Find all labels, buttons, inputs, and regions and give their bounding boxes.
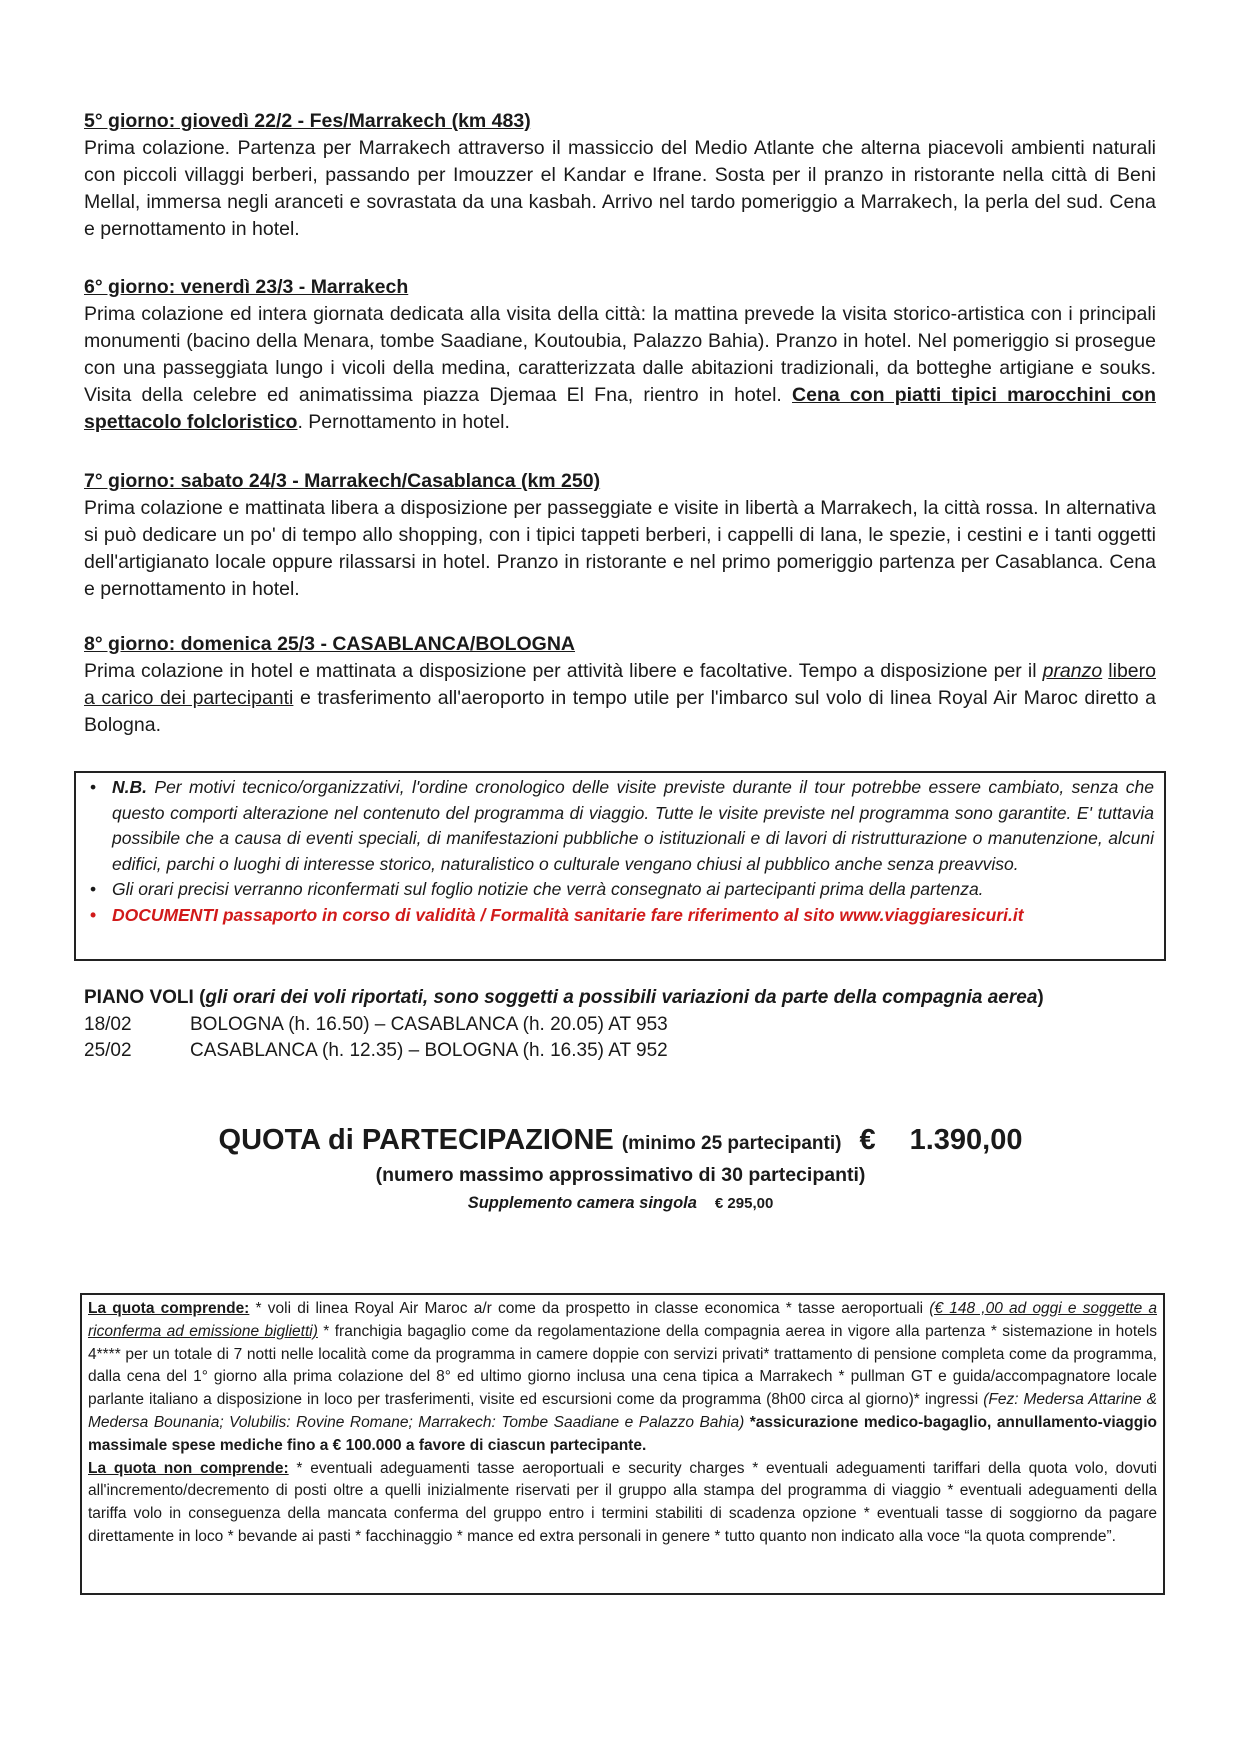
flight-date: 18/02 (84, 1013, 132, 1035)
tax-note: (€ 148 ,00 ad oggi e soggette a riconferma ad emissione biglietti) (88, 1300, 1157, 1340)
bullet-icon: • (90, 904, 97, 925)
day-title: 7° giorno: sabato 24/3 - Marrakech/Casablanca (km 250) (84, 470, 601, 492)
day-description: Prima colazione. Partenza per Marrakech attraverso il massiccio del Medio Atlante che alterna piacevoli ambienti naturali con piccoli villaggi berberi, passando per Imouzzer el Kandar e Ifrane. Sosta per il pranzo in ristorante nella città di Beni Mellal, immersa negli aranceti e sovrastata da una kasbah. Arrivo nel tardo pomeriggio a Marrakech, la perla del sud. Cena e pernottamento in hotel. (84, 137, 1156, 240)
flight-row (84, 1012, 1164, 1039)
flight-plan (84, 985, 1164, 1065)
quota-non-comprende: La quota non comprende: * eventuali adeguamenti tasse aeroportuali e security charges * eventuali adeguamenti tariffari della quota volo, dovuti all'incremento/decremento di posti oltre a quelli inizialmente riservati per il gruppo alla stampa del programma di viaggio * eventuali adeguamenti della tariffa volo in conseguenza della mancata conferma del gruppo entro i termini stabiliti di scadenza opzione * eventuali tasse di soggiorno da pagare direttamente in loco * bevande ai pasti * facchinaggio * mance ed extra personali in genere * tutto quanto non indicato alla voce “la quota comprende”. (88, 1459, 1158, 1545)
day-title: 8° giorno: domenica 25/3 - CASABLANCA/BOLOGNA (84, 633, 576, 655)
bullet-icon: • (90, 879, 97, 899)
libero-note: libero a carico dei partecipanti (84, 660, 1156, 709)
notes-box (74, 771, 1166, 961)
documenti-note: • DOCUMENTI passaporto in corso di validità / Formalità sanitarie fare riferimento al sito www.viaggiaresicuri.it (86, 903, 1154, 929)
day-description: Prima colazione ed intera giornata dedicata alla visita della città: la mattina prevede la visita storico-artistica con i principali monumenti (bacino della Menara, tombe Saadiane, Koutoubia, Palazzo Bahia). Pranzo in hotel. Nel pomeriggio si prosegue con una passeggiata lungo i vicoli della medina, caratterizzata dalle abitazioni tradizionali, da botteghe artigiane e souks. Visita della celebre ed animatissima piazza Djemaa El Fna, rientro in hotel. Cena con piatti tipici marocchini con spettacolo folcloristico. Pernottamento in hotel. (84, 303, 1156, 433)
bullet-icon: • (90, 777, 97, 797)
dinner-highlight: Cena con piatti tipici marocchini con spettacolo folcloristico (84, 384, 1156, 433)
day-description: Prima colazione in hotel e mattinata a disposizione per attività libere e facoltative. Tempo a disposizione per il pranzo libero a carico dei partecipanti e trasferimento all'aeroporto in tempo utile per l'imbarco sul volo di linea Royal Air Maroc diretto a Bologna. (84, 660, 1157, 736)
quota-minimum: (minimo 25 partecipanti) (621, 1133, 842, 1154)
quota-currency: € (859, 1124, 876, 1156)
supplement-line: Supplemento camera singola € 295,00 (467, 1194, 774, 1212)
day-5-section (84, 108, 1156, 243)
quota-comprende: La quota comprende: * voli di linea Royal Air Maroc a/r come da prospetto in classe economica * tasse aeroportuali (€ 148 ,00 ad oggi e soggette a riconferma ad emissione biglietti) * franchigia bagaglio come da regolamentazione della compagnia aerea in vigore alla partenza * sistemazione in hotels 4**** per un totale di 7 notti nelle località come da programma in camere doppie con servizi privati* trattamento di pensione completa come da programma, dalla cena del 1° giorno alla prima colazione del 8° ed ultimo giorno inclusa una cena tipica a Marrakech * pullman GT e guida/accompagnatore locale parlante italiano a disposizione in loco per trasferimenti, visite ed escursioni come da programma (8h00 circa al giorno)* ingressi (Fez: Medersa Attarine & Medersa Bounania; Volubilis: Rovine Romane; Marrakech: Tombe Saadiane e Palazzo Bahia) *assicurazione medico-bagaglio, annullamento-viaggio massimale spese mediche fino a € 100.000 a favore di ciascun partecipante. (88, 1300, 1157, 1454)
day-description: Prima colazione e mattinata libera a disposizione per passeggiate e visite in libertà a Marrakech, la città rossa. In alternativa si può dedicare un po' di tempo allo shopping, con i tipici tappeti berberi, i cappelli di lana, le spezie, i cestini e i tanti oggetti dell'artigianato locale oppure rilassarsi in hotel. Pranzo in ristorante e nel primo pomeriggio partenza per Casablanca. Cena e pernottamento in hotel. (84, 497, 1156, 600)
flight-row (84, 1038, 1164, 1065)
pranzo-note: pranzo (1042, 660, 1103, 682)
day-6-section (84, 274, 1156, 436)
flight-route: CASABLANCA (h. 12.35) – BOLOGNA (h. 16.35) AT 952 (190, 1040, 668, 1061)
conditions-box (80, 1293, 1165, 1595)
day-8-section (84, 631, 1156, 739)
ingressi-list: (Fez: Medersa Attarine & Medersa Bounania; Volubilis: Rovine Romane; Marrakech: Tombe Saadiane e Palazzo Bahia) (88, 1391, 1157, 1431)
orari-note: • Gli orari precisi verranno riconfermati sul foglio notizie che verrà consegnato ai partecipanti prima della partenza. (86, 877, 1154, 903)
supplement-price: € 295,00 (714, 1195, 774, 1212)
insurance-note: *assicurazione medico-bagaglio, annullamento-viaggio massimale spese mediche fino a € 100.000 a favore di ciascun partecipante. (88, 1413, 1157, 1454)
quota-amount: 1.390,00 (909, 1124, 1023, 1156)
day-7-section (84, 468, 1156, 603)
flight-date: 25/02 (84, 1040, 132, 1061)
nb-note: • N.B. Per motivi tecnico/organizzativi, l'ordine cronologico delle visite previste durante il tour potrebbe essere cambiato, senza che questo comporti alterazione nel contenuto del programma di viaggio. Tutte le visite previste nel programma sono garantite. E' tuttavia possibile che a causa di eventi speciali, di manifestazioni pubbliche o istituzionali e di lavori di ristrutturazione o manutenzione, alcuni edifici, parchi o luoghi di interesse storico, naturalistico o culturale vengano chiusi al pubblico anche senza preavviso. (90, 777, 1154, 874)
day-title: 6° giorno: venerdì 23/3 - Marrakech (84, 276, 409, 298)
quota-max-note: (numero massimo approssimativo di 30 partecipanti) (375, 1164, 866, 1186)
quota-title: QUOTA di PARTECIPAZIONE (minimo 25 partecipanti) € 1.390,00 (218, 1124, 1023, 1156)
flight-route: BOLOGNA (h. 16.50) – CASABLANCA (h. 20.05) AT 953 (190, 1013, 668, 1035)
flight-plan-heading: PIANO VOLI (gli orari dei voli riportati, sono soggetti a possibili variazioni da parte della compagnia aerea) (84, 987, 1044, 1008)
day-title: 5° giorno: giovedì 22/2 - Fes/Marrakech (km 483) (84, 110, 531, 132)
